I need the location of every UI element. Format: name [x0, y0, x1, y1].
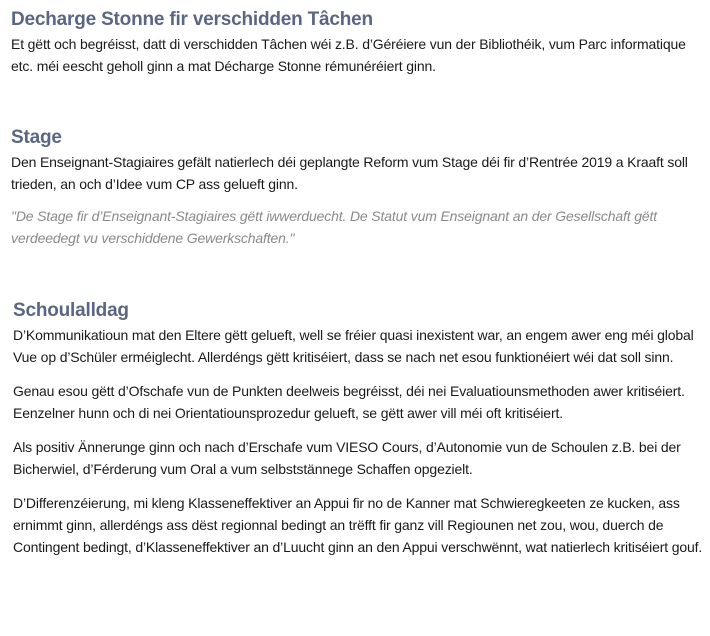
- section-title: Decharge Stonne fir verschidden Tâchen: [11, 9, 373, 30]
- paragraph: Et gëtt och begréisst, datt di verschidden Tâchen wéi z.B. d’Géréiere vun der Bibliothéik, vum Parc informatique etc. méi eescht geholl ginn a mat Décharge Stonne rémunéréiert ginn.: [11, 36, 686, 74]
- section-title: Stage: [11, 127, 62, 148]
- section-decharge: [11, 9, 701, 77]
- paragraph: Genau esou gëtt d’Ofschafe vun de Punkten deelweis begréisst, déi nei Evaluatiounsmethoden awer kritiséiert. Eenzelner hunn och di nei Orientatiounsprozedur gelueft, se gëtt awer vill méi oft kritiséiert.: [13, 383, 685, 421]
- paragraph: Den Enseignant-Stagiaires gefält natierlech déi geplangte Reform vum Stage déi fir d’Rentrée 2019 a Kraaft soll trieden, an och d’Idee vum CP ass gelueft ginn.: [11, 154, 688, 192]
- pull-quote: "De Stage fir d’Enseignant-Stagiaires gëtt iwwerduecht. De Statut vum Enseignant an der Gesellschaft gëtt verdeedegt vu verschiddene Gewerkschaften.": [11, 208, 658, 246]
- section-stage: [11, 127, 701, 249]
- paragraph: Als positiv Ännerunge ginn och nach d’Erschafe vum VIESO Cours, d’Autonomie vun de Schoulen z.B. bei der Bicherwiel, d’Férderung vum Oral a vum selbststännege Schaffen opgezielt.: [13, 439, 681, 477]
- section-title: Schoulalldag: [13, 300, 129, 321]
- section-schoulalldag: [13, 300, 703, 558]
- paragraph: D’Kommunikatioun mat den Eltere gëtt gelueft, well se fréier quasi inexistent war, an engem awer eng méi global Vue op d’Schüler erméiglecht. Allerdéngs gëtt kritiséiert, dass se nach net esou funktionéiert wéi dat soll sinn.: [13, 327, 694, 365]
- paragraph: D’Differenzéierung, mi kleng Klasseneffektiver an Appui fir no de Kanner mat Schwieregkeeten ze kucken, ass ernimmt ginn, allerdéngs ass dëst regionnal bedingt an trëfft fir ganz vill Regiounen net zou, wou, duerch de Contingent bedingt, d’Klasseneffektiver an d’Luucht ginn an den Appui verschwënnt, wat natierlech kritiséiert gouf.: [13, 495, 703, 555]
